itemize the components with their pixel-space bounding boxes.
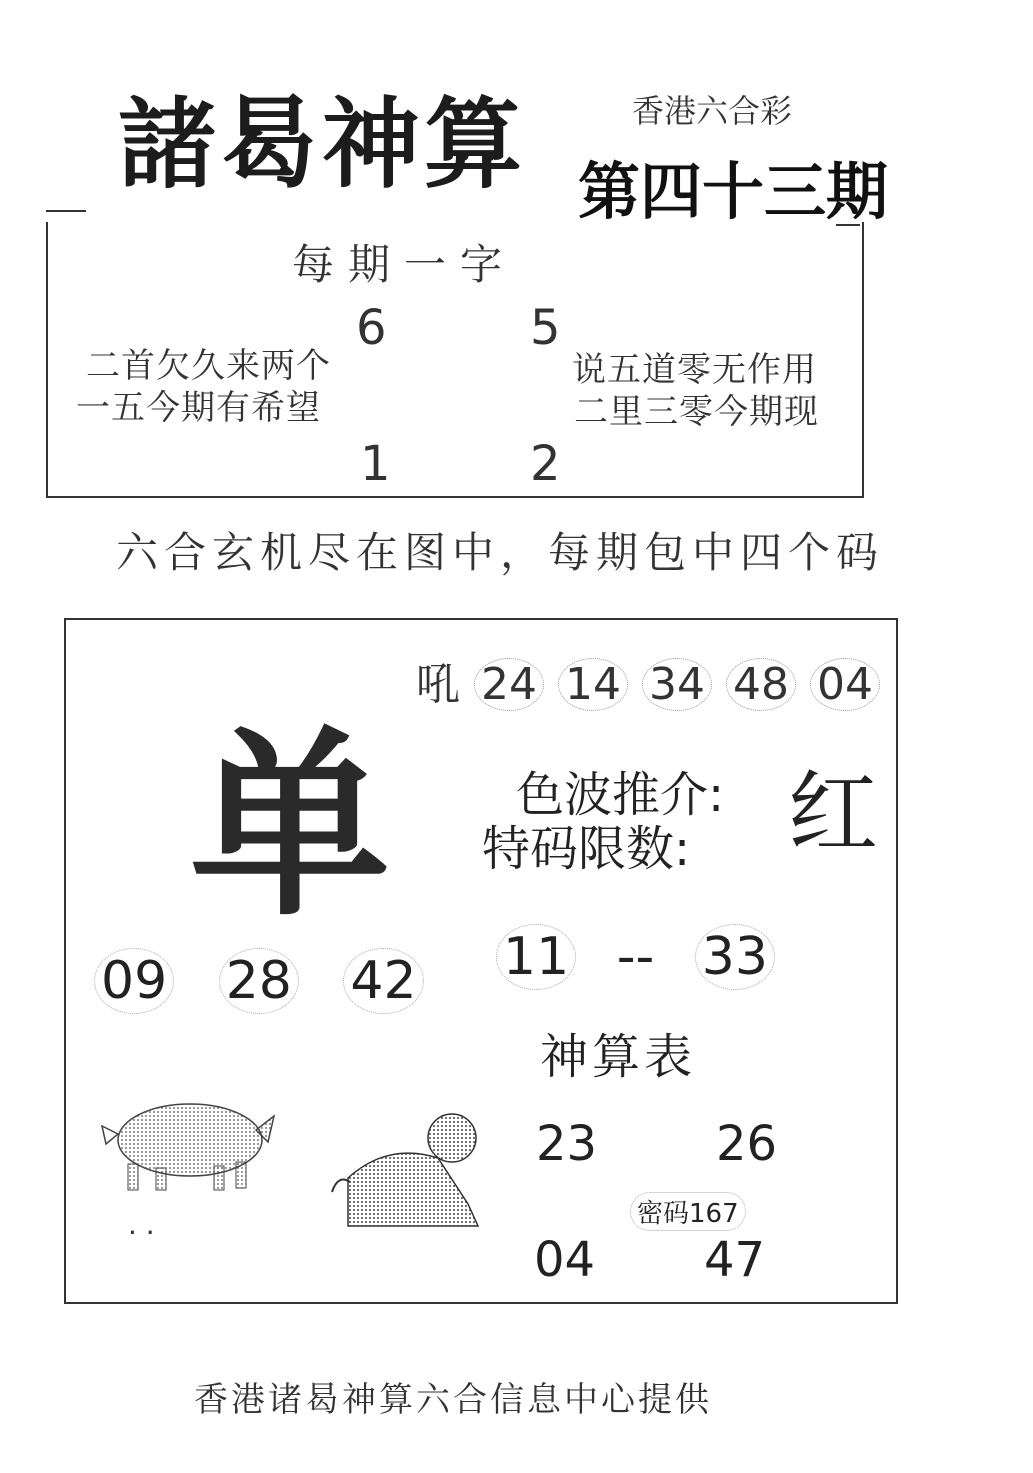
daily-number: 1 (360, 436, 391, 492)
box-border-top-left (46, 210, 86, 212)
daily-number: 6 (356, 300, 387, 356)
number-circle: 28 (219, 948, 299, 1014)
number-circle: 42 (343, 948, 423, 1014)
poem-right-line: 说五道零无作用 (572, 350, 817, 390)
color-label: 色波推介: (516, 767, 725, 823)
number-prefix: 吼 (416, 659, 460, 710)
number-circle: 14 (558, 658, 628, 711)
table-number: 26 (716, 1116, 778, 1172)
pig-icon (96, 1086, 280, 1196)
daily-number: 5 (530, 300, 561, 356)
range-from: 11 (496, 924, 576, 990)
daily-word-label: 每期一字 (292, 240, 517, 289)
number-row (416, 648, 880, 712)
poem-left-line: 一五今期有希望 (76, 388, 321, 428)
table-number: 47 (704, 1232, 766, 1288)
table-number: 23 (536, 1116, 598, 1172)
footer-text: 香港诸曷神算六合信息中心提供 (194, 1380, 712, 1420)
number-circle: 04 (810, 658, 880, 711)
color-value: 红 (788, 761, 878, 866)
number-circle: 24 (474, 658, 544, 711)
number-circle: 34 (642, 658, 712, 711)
issue-number: 第四十三期 (578, 155, 889, 228)
slogan: 六合玄机尽在图中，每期包中四个码 (116, 528, 885, 577)
page-title: 諸曷神算 (118, 88, 527, 202)
lottery-name: 香港六合彩 (632, 92, 793, 130)
special-range (496, 924, 775, 990)
table-title: 神算表 (540, 1029, 697, 1085)
decorative-dots: · · (128, 1216, 155, 1249)
secret-code: 密码167 (630, 1192, 746, 1231)
dog-icon (328, 1108, 494, 1232)
special-label: 特码限数: (482, 821, 691, 877)
table-number: 04 (534, 1232, 596, 1288)
box-border-top-right (836, 224, 860, 226)
range-to: 33 (695, 924, 775, 990)
number-circle: 09 (94, 948, 174, 1014)
range-separator: -- (616, 927, 655, 987)
daily-number: 2 (530, 436, 561, 492)
big-character: 单 (190, 708, 391, 943)
poem-left-line: 二首欠久来两个 (86, 346, 331, 386)
number-circle: 48 (726, 658, 796, 711)
number-group (94, 948, 452, 1014)
poem-right-line: 二里三零今期现 (574, 392, 819, 432)
